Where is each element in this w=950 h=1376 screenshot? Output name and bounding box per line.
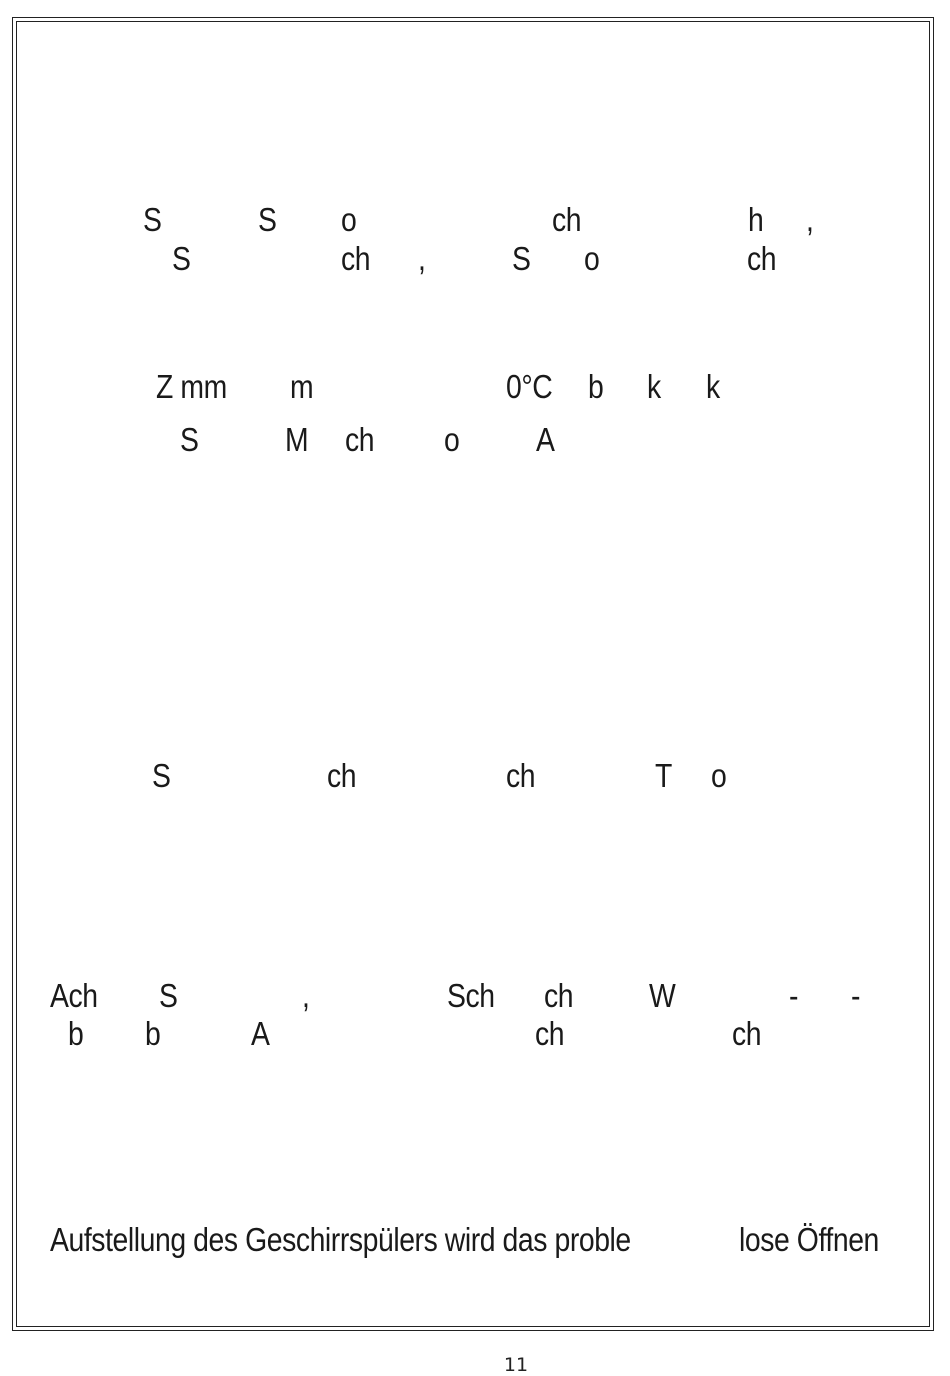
text-fragment: S xyxy=(143,201,162,238)
text-fragment: ch xyxy=(732,1015,762,1052)
text-fragment: - xyxy=(851,977,861,1014)
text-fragment: ch xyxy=(341,240,371,277)
text-fragment: lose Öffnen xyxy=(739,1221,879,1258)
text-fragment: Ach xyxy=(50,977,98,1014)
text-fragment: b xyxy=(68,1015,84,1052)
text-fragment: S xyxy=(512,240,531,277)
text-fragment: k xyxy=(706,368,720,405)
text-fragment: b xyxy=(145,1015,161,1052)
text-fragment: ch xyxy=(327,757,357,794)
text-fragment: Sch xyxy=(447,977,495,1014)
text-fragment: h xyxy=(748,201,764,238)
text-fragment: o xyxy=(444,421,460,458)
page-number: 11 xyxy=(503,1354,529,1376)
text-fragment: M xyxy=(285,421,309,458)
text-fragment: T xyxy=(655,757,672,794)
text-fragment: o xyxy=(584,240,600,277)
text-fragment: o xyxy=(711,757,727,794)
text-fragment: k xyxy=(647,368,661,405)
text-fragment: ch xyxy=(535,1015,565,1052)
text-fragment: ch xyxy=(552,201,582,238)
text-fragment: A xyxy=(536,421,555,458)
text-fragment: S xyxy=(159,977,178,1014)
text-fragment: W xyxy=(649,977,676,1014)
text-fragment: S xyxy=(258,201,277,238)
text-fragment: ch xyxy=(544,977,574,1014)
text-fragment: S xyxy=(180,421,199,458)
text-fragment: b xyxy=(588,368,604,405)
text-fragment: , xyxy=(302,977,310,1014)
text-fragment: Aufstellung des Geschirrspülers wird das proble xyxy=(50,1221,631,1258)
text-fragment: 0°C xyxy=(506,368,553,405)
text-fragment: ch xyxy=(506,757,536,794)
text-fragment: A xyxy=(251,1015,270,1052)
text-fragment: S xyxy=(172,240,191,277)
text-fragment: o xyxy=(341,201,357,238)
text-fragment: , xyxy=(806,201,814,238)
text-fragment: S xyxy=(152,757,171,794)
text-fragment: - xyxy=(789,977,799,1014)
text-fragment: , xyxy=(418,240,426,277)
text-fragment: Z mm xyxy=(156,368,227,405)
text-fragment: m xyxy=(290,368,314,405)
text-fragment: ch xyxy=(747,240,777,277)
text-fragment: ch xyxy=(345,421,375,458)
